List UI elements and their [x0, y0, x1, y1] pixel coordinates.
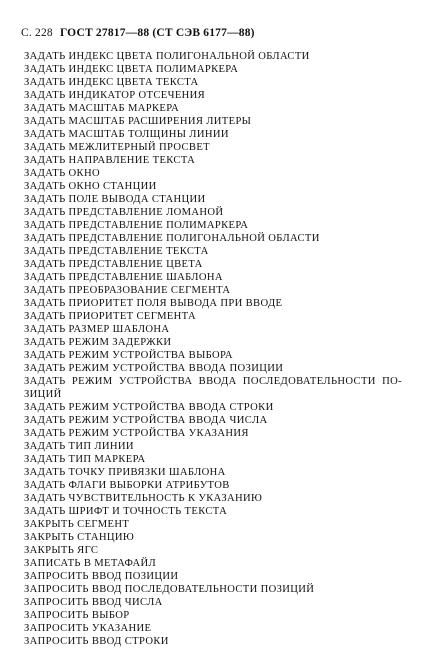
- list-item: ЗАДАТЬ МАСШТАБ РАСШИРЕНИЯ ЛИТЕРЫ: [24, 116, 252, 127]
- list-item: ЗАДАТЬ ПРЕДСТАВЛЕНИЕ ЦВЕТА: [24, 259, 203, 270]
- list-item: ЗАДАТЬ ПРЕДСТАВЛЕНИЕ ПОЛИМАРКЕРА: [24, 220, 249, 231]
- list-item: ЗАДАТЬ ФЛАГИ ВЫБОРКИ АТРИБУТОВ: [24, 480, 230, 491]
- list-item: ЗАДАТЬ ПРЕДСТАВЛЕНИЕ ТЕКСТА: [24, 246, 209, 257]
- list-item: ЗАДАТЬ ПРЕДСТАВЛЕНИЕ ШАБЛОНА: [24, 272, 223, 283]
- list-item: ЗАДАТЬ ИНДЕКС ЦВЕТА ПОЛИМАРКЕРА: [24, 64, 239, 75]
- list-item: ЗАПРОСИТЬ ВВОД ПОСЛЕДОВАТЕЛЬНОСТИ ПОЗИЦИЙ: [24, 584, 315, 595]
- list-item: ЗАДАТЬ МАСШТАБ МАРКЕРА: [24, 103, 180, 114]
- list-item: ЗАДАТЬ ПРЕОБРАЗОВАНИЕ СЕГМЕНТА: [24, 285, 231, 296]
- list-item: ЗАДАТЬ ЧУВСТВИТЕЛЬНОСТЬ К УКАЗАНИЮ: [24, 493, 263, 504]
- list-item: ЗАДАТЬ МАСШТАБ ТОЛЩИНЫ ЛИНИИ: [24, 129, 229, 140]
- list-item: ЗАДАТЬ ТОЧКУ ПРИВЯЗКИ ШАБЛОНА: [24, 467, 226, 478]
- list-item: ЗАПРОСИТЬ ВЫБОР: [24, 610, 130, 621]
- list-item: ЗАКРЫТЬ ЯГС: [24, 545, 99, 556]
- list-item: ЗАДАТЬ РЕЖИМ ЗАДЕРЖКИ: [24, 337, 172, 348]
- list-item: ЗАПИСАТЬ В МЕТАФАЙЛ: [24, 558, 157, 569]
- list-item: ЗИЦИЙ: [24, 389, 62, 400]
- list-item: ЗАДАТЬ РЕЖИМ УСТРОЙСТВА ВВОДА ПОСЛЕДОВАТЕЛЬНОСТИ ПО-: [24, 376, 402, 387]
- list-item: ЗАПРОСИТЬ ВВОД ЧИСЛА: [24, 597, 163, 608]
- list-item: ЗАДАТЬ ИНДЕКС ЦВЕТА ПОЛИГОНАЛЬНОЙ ОБЛАСТИ: [24, 51, 310, 62]
- list-item: ЗАДАТЬ ОКНО: [24, 168, 100, 179]
- list-item: ЗАПРОСИТЬ ВВОД СТРОКИ: [24, 636, 169, 647]
- list-item: ЗАПРОСИТЬ ВВОД ПОЗИЦИИ: [24, 571, 179, 582]
- list-item: ЗАДАТЬ ИНДИКАТОР ОТСЕЧЕНИЯ: [24, 90, 206, 101]
- standard-designation: ГОСТ 27817—88 (СТ СЭВ 6177—88): [59, 27, 255, 39]
- list-item: ЗАДАТЬ ОКНО СТАНЦИИ: [24, 181, 157, 192]
- page-number: С. 228: [21, 27, 53, 39]
- list-item: ЗАДАТЬ РЕЖИМ УСТРОЙСТВА УКАЗАНИЯ: [24, 428, 249, 439]
- list-item: ЗАДАТЬ ПОЛЕ ВЫВОДА СТАНЦИИ: [24, 194, 206, 205]
- list-item: ЗАДАТЬ НАПРАВЛЕНИЕ ТЕКСТА: [24, 155, 196, 166]
- list-item: ЗАДАТЬ ШРИФТ И ТОЧНОСТЬ ТЕКСТА: [24, 506, 228, 517]
- list-item: ЗАКРЫТЬ СЕГМЕНТ: [24, 519, 130, 530]
- list-item: ЗАДАТЬ РЕЖИМ УСТРОЙСТВА ВЫБОРА: [24, 350, 233, 361]
- list-item: ЗАПРОСИТЬ УКАЗАНИЕ: [24, 623, 152, 634]
- list-item: ЗАДАТЬ РЕЖИМ УСТРОЙСТВА ВВОДА ЧИСЛА: [24, 415, 268, 426]
- list-item: ЗАДАТЬ РЕЖИМ УСТРОЙСТВА ВВОДА СТРОКИ: [24, 402, 274, 413]
- list-item: ЗАДАТЬ ТИП ЛИНИИ: [24, 441, 134, 452]
- function-name-list: [24, 50, 402, 648]
- list-item: ЗАДАТЬ МЕЖЛИТЕРНЫЙ ПРОСВЕТ: [24, 142, 210, 153]
- list-item: ЗАДАТЬ ТИП МАРКЕРА: [24, 454, 146, 465]
- list-item: ЗАДАТЬ ПРЕДСТАВЛЕНИЕ ЛОМАНОЙ: [24, 207, 224, 218]
- list-item: ЗАДАТЬ ИНДЕКС ЦВЕТА ТЕКСТА: [24, 77, 199, 88]
- page-header: [21, 27, 255, 39]
- list-item: ЗАКРЫТЬ СТАНЦИЮ: [24, 532, 135, 543]
- list-item: ЗАДАТЬ РАЗМЕР ШАБЛОНА: [24, 324, 170, 335]
- list-item: ЗАДАТЬ ПРИОРИТЕТ СЕГМЕНТА: [24, 311, 196, 322]
- list-item: ЗАДАТЬ ПРЕДСТАВЛЕНИЕ ПОЛИГОНАЛЬНОЙ ОБЛАСТИ: [24, 233, 320, 244]
- list-item: ЗАДАТЬ ПРИОРИТЕТ ПОЛЯ ВЫВОДА ПРИ ВВОДЕ: [24, 298, 283, 309]
- list-item: ЗАДАТЬ РЕЖИМ УСТРОЙСТВА ВВОДА ПОЗИЦИИ: [24, 363, 284, 374]
